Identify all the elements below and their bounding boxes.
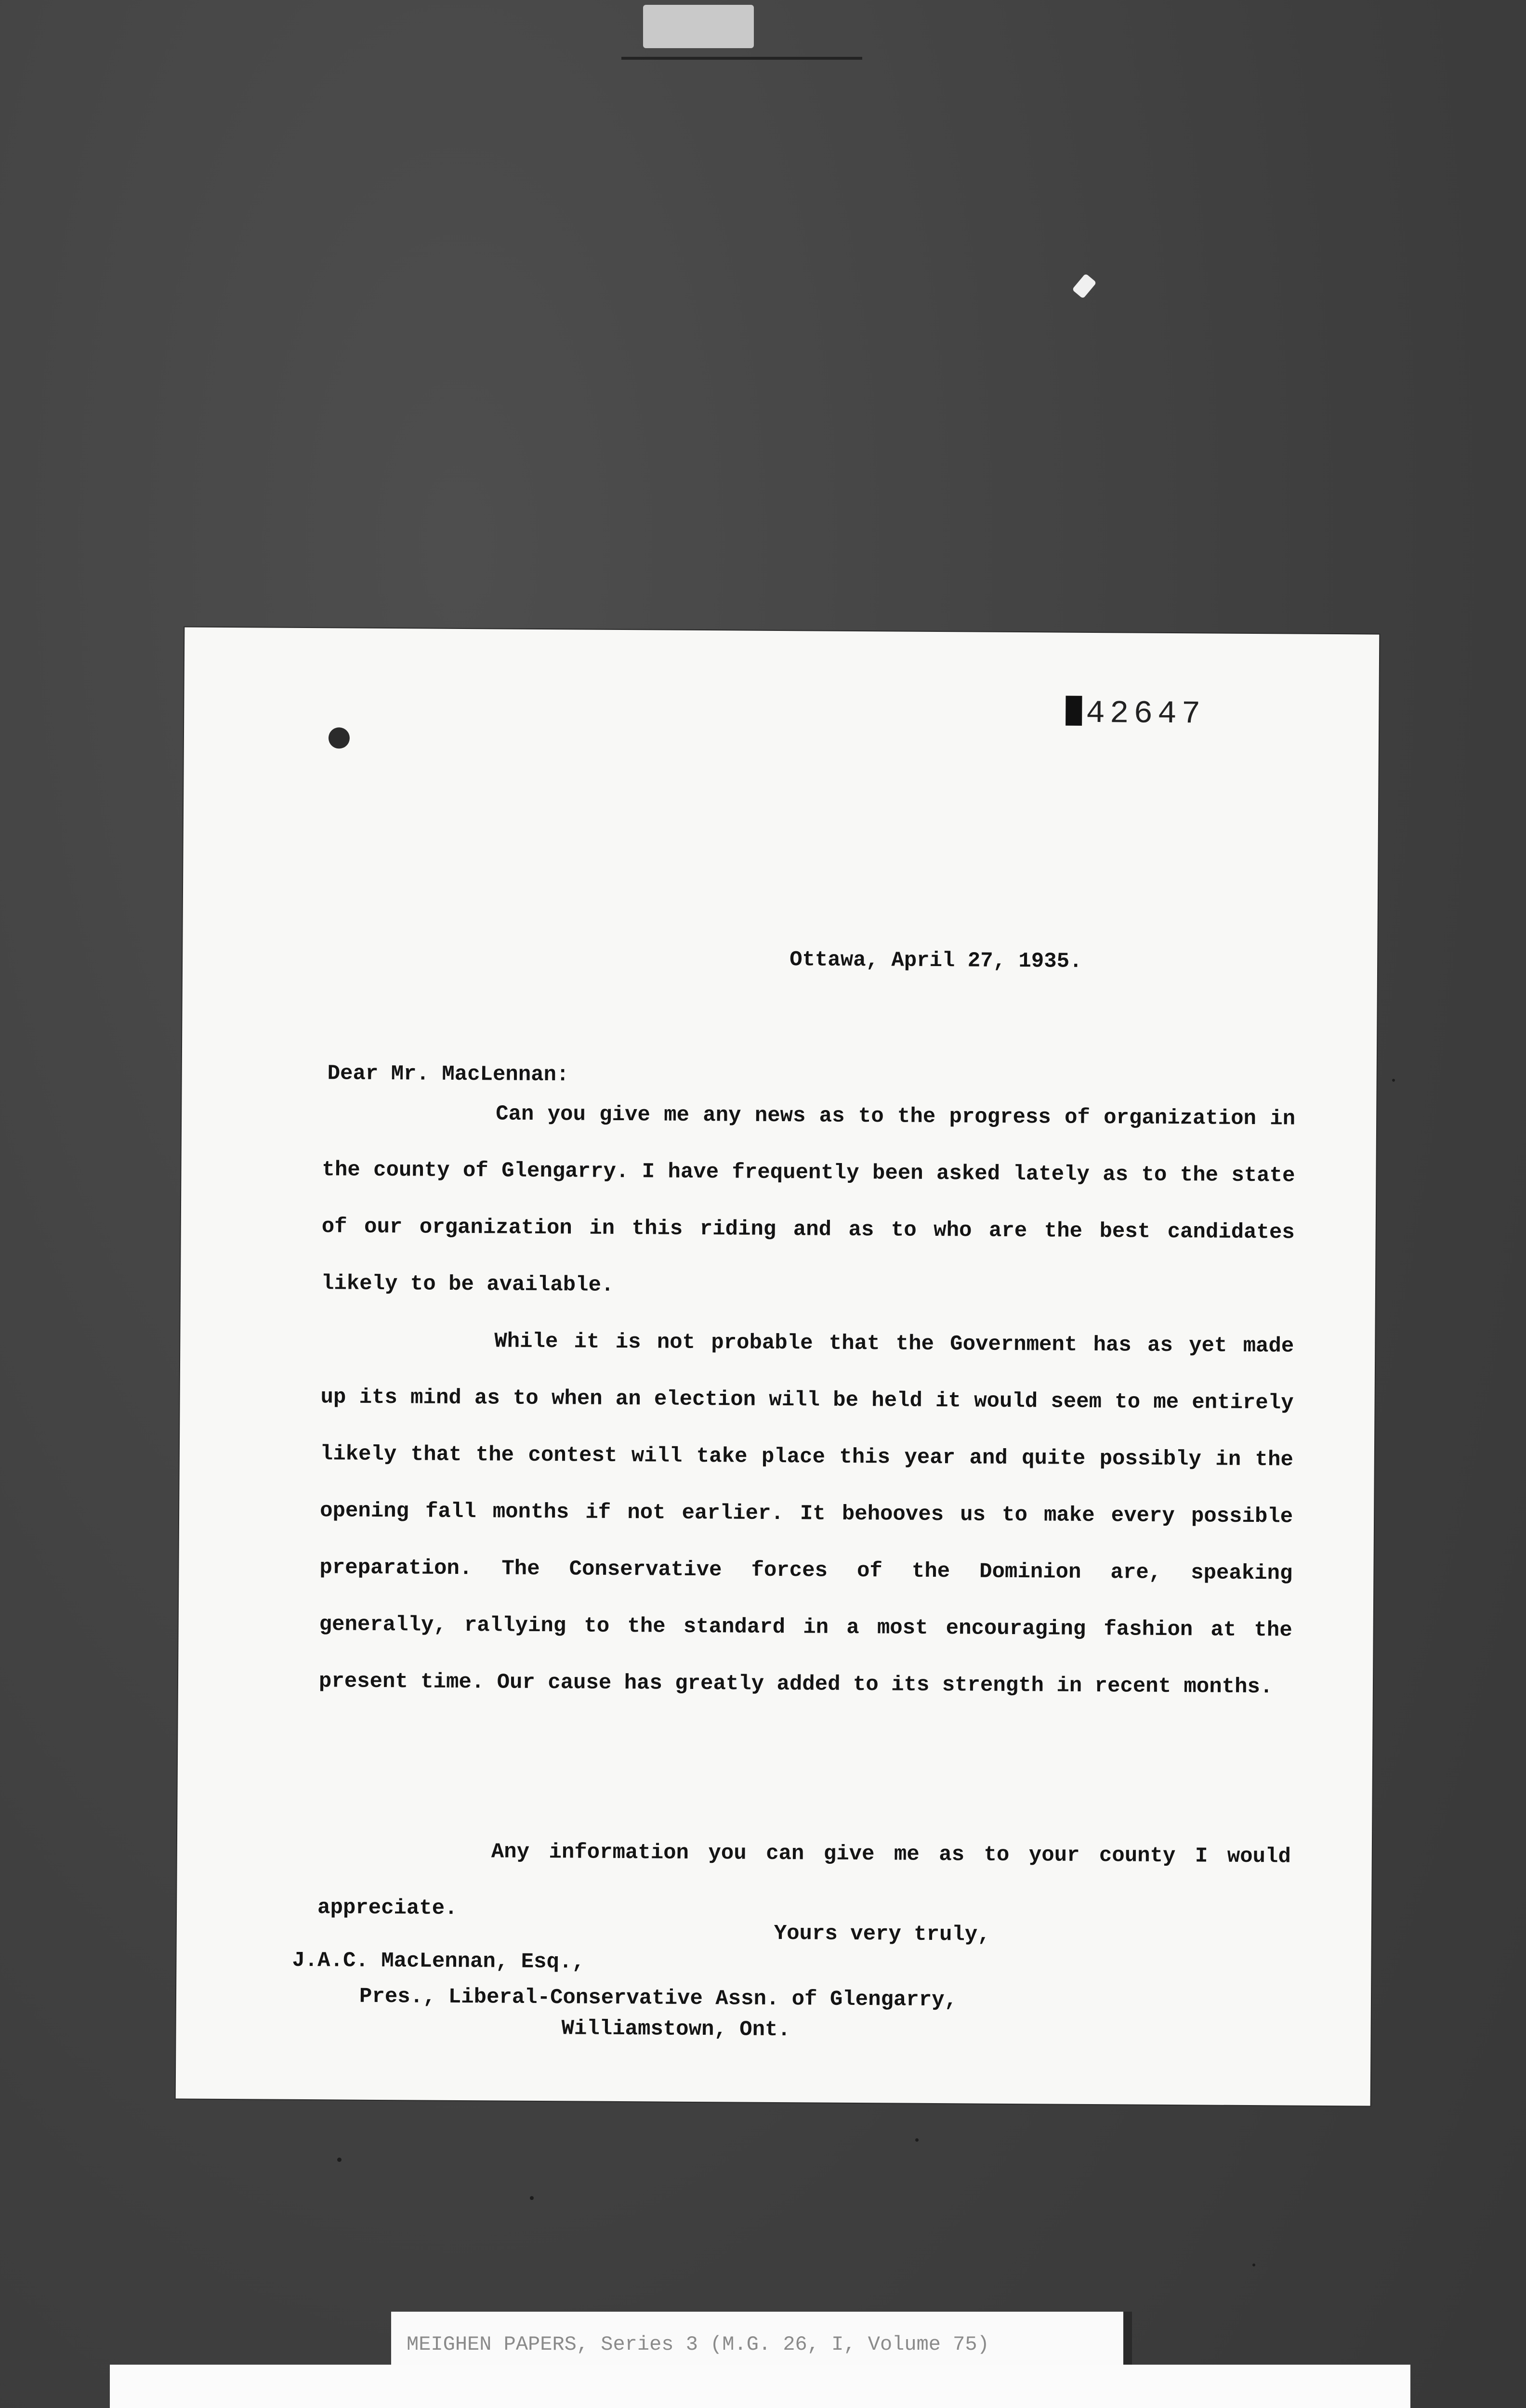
punch-hole — [329, 727, 350, 748]
addressee-line: Williamstown, Ont. — [561, 2016, 791, 2042]
film-clip-edge — [621, 57, 862, 60]
addressee-line: J.A.C. MacLennan, Esq., — [292, 1948, 585, 1975]
dust-speck — [337, 2158, 342, 2162]
film-clip — [643, 5, 754, 48]
number-prefix-mark — [1066, 696, 1082, 726]
document-number-text: 42647 — [1086, 695, 1206, 733]
document-number — [1066, 695, 1205, 733]
letter-paragraph: While it is not probable that the Government has as yet made up its mind as to when an election will be held it would seem to me entirely likely that the contest will take place this year and quite possibly in the opening fall months if not earlier. It behooves us to make every possible preparation. The Conservative forces of the Dominion are, speaking generally, rallying to the standard in a most encouraging fashion at the present time. Our cause has greatly added to its strength in recent months. — [318, 1329, 1294, 1700]
series-line: MEIGHEN PAPERS, Series 3 (M.G. 26, I, Volume 75) — [407, 2333, 989, 2356]
archive-label-card — [110, 2365, 1410, 2408]
dust-speck — [530, 2196, 534, 2200]
salutation: Dear Mr. MacLennan: — [327, 1061, 569, 1087]
letter-paragraph: Can you give me any news as to the progress of organization in the county of Glengarry. I have frequently been asked lately as to the state of our organization in this riding and as to who are the best candidates likely to be available. — [321, 1102, 1296, 1297]
dust-speck — [915, 2138, 919, 2142]
addressee-line: Pres., Liberal-Conservative Assn. of Glengarry, — [359, 1984, 958, 2013]
typed-letter-page — [176, 627, 1380, 2106]
letter-paragraph: Any information you can give me as to your county I would appreciate. — [317, 1840, 1291, 1921]
dust-speck — [1392, 1079, 1395, 1082]
date-line: Ottawa, April 27, 1935. — [789, 948, 1082, 974]
closing: Yours very truly, — [774, 1921, 990, 1947]
dust-speck — [1252, 2264, 1255, 2266]
